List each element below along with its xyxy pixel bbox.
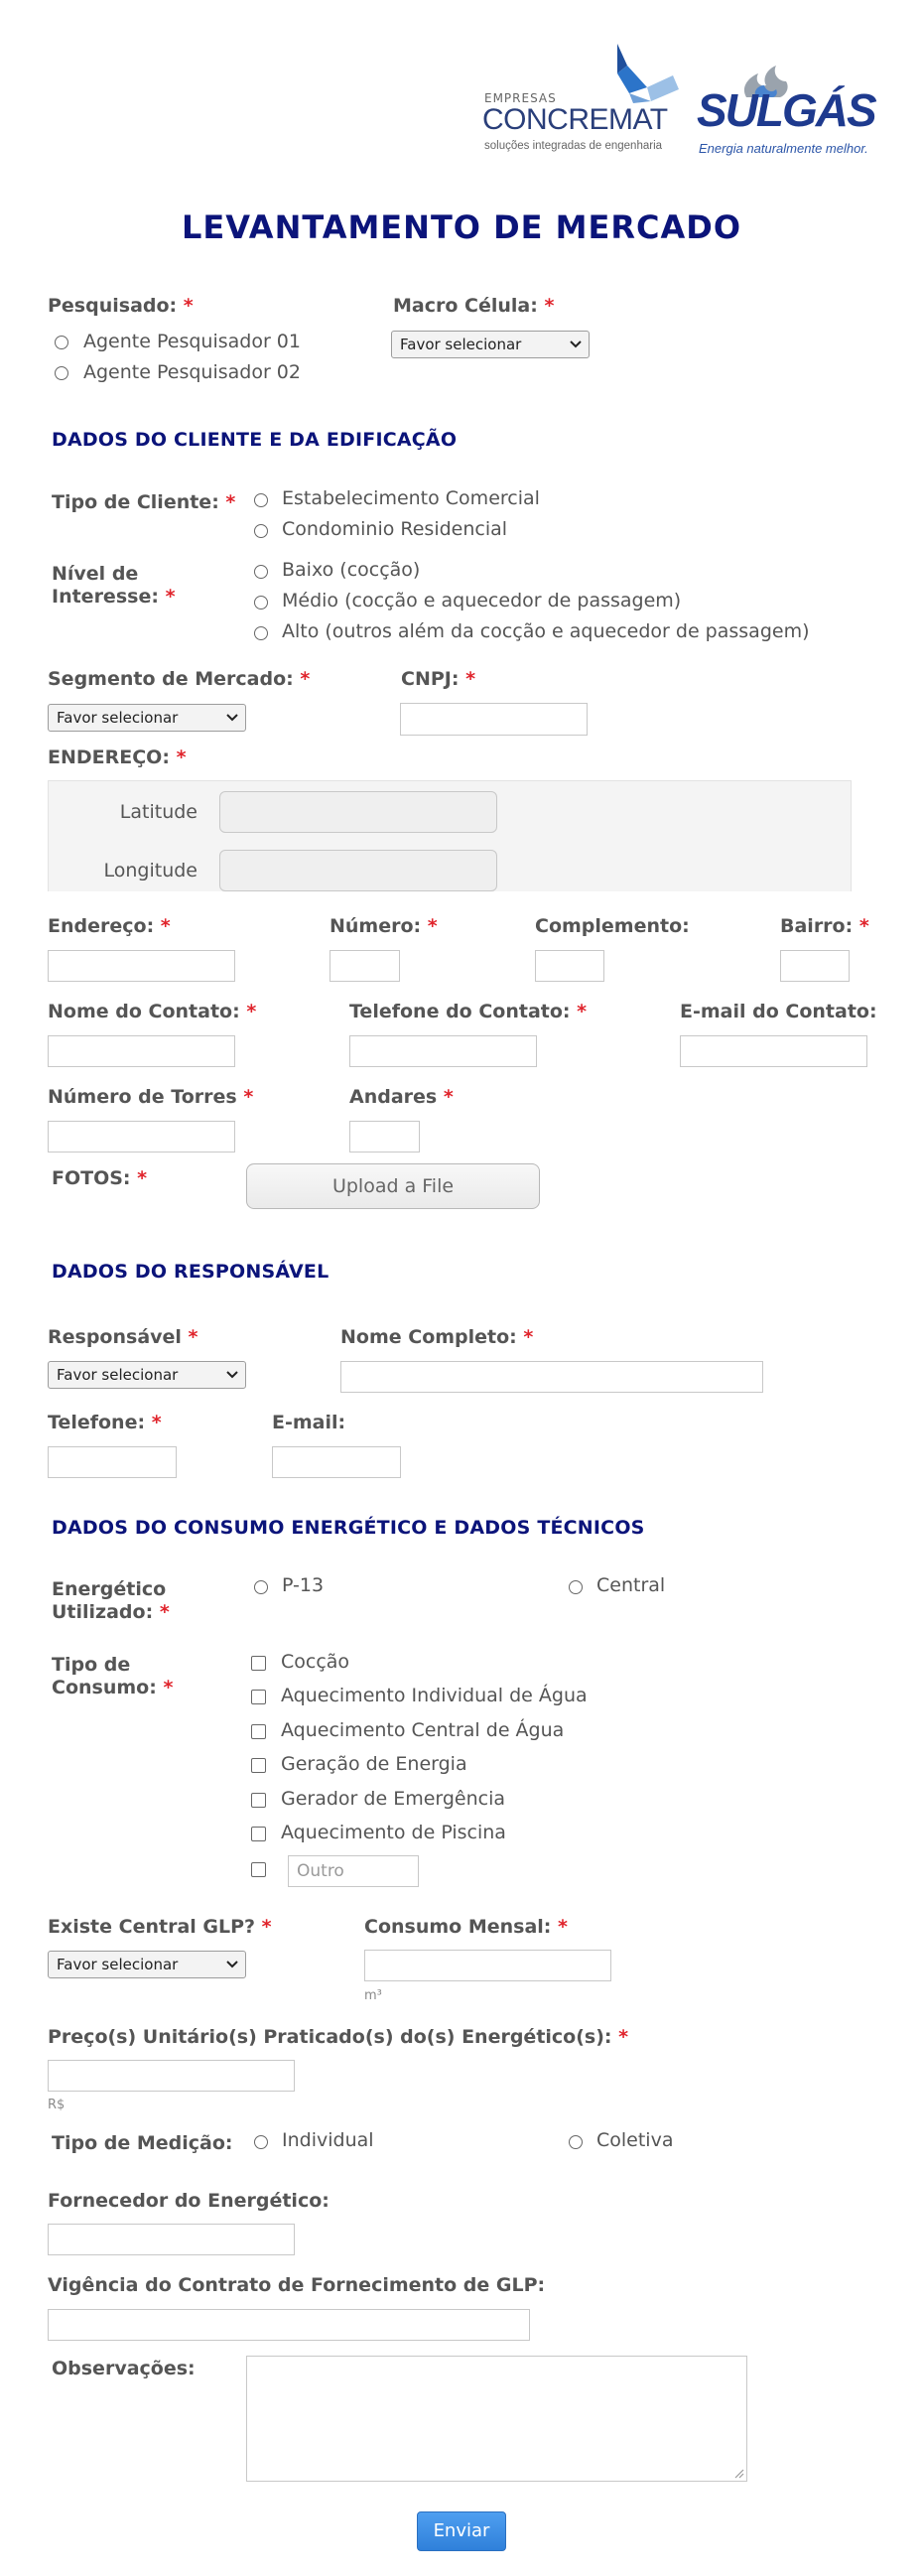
vigencia-label: Vigência do Contrato de Fornecimento de GLP: (48, 2274, 546, 2296)
latitude-label: Latitude (119, 801, 198, 823)
chevron-down-icon (225, 1956, 239, 1973)
tipo-consumo-option-2: Aquecimento Individual de Água (281, 1685, 588, 1706)
nome-contato-label: Nome do Contato: * (48, 1001, 257, 1022)
tipo-medicao-option-individual: Individual (282, 2129, 374, 2151)
tipo-medicao-radio-individual[interactable] (254, 2135, 268, 2149)
fornecedor-label: Fornecedor do Energético: (48, 2190, 330, 2212)
tipo-medicao-option-coletiva: Coletiva (596, 2129, 674, 2151)
tipo-consumo-checkbox-4[interactable] (251, 1758, 266, 1773)
segmento-label: Segmento de Mercado: * (48, 668, 311, 690)
macro-celula-label: Macro Célula: * (393, 295, 555, 317)
tipo-consumo-checkbox-5[interactable] (251, 1793, 266, 1808)
observacoes-textarea[interactable] (246, 2356, 747, 2482)
cnpj-label: CNPJ: * (401, 668, 476, 690)
resize-grip-icon[interactable] (734, 2469, 744, 2479)
geolocation-panel (48, 780, 852, 891)
concremat-name: CONCREMAT (482, 103, 668, 136)
central-glp-label: Existe Central GLP? * (48, 1916, 272, 1938)
tipo-consumo-checkbox-2[interactable] (251, 1690, 266, 1704)
sulgas-logo (695, 58, 873, 167)
energetico-option-central: Central (596, 1574, 666, 1596)
consumo-mensal-label: Consumo Mensal: * (364, 1916, 568, 1938)
chevron-down-icon (225, 709, 239, 727)
nivel-interesse-radio-2[interactable] (254, 596, 268, 610)
tipo-consumo-checkbox-6[interactable] (251, 1827, 266, 1841)
cnpj-input[interactable] (400, 703, 588, 736)
nome-contato-input[interactable] (48, 1035, 235, 1067)
nivel-interesse-option-3: Alto (outros além da cocção e aquecedor de passagem) (282, 620, 810, 642)
tipo-cliente-option-2: Condominio Residencial (282, 518, 508, 540)
nivel-interesse-radio-3[interactable] (254, 626, 268, 640)
fornecedor-input[interactable] (48, 2224, 295, 2255)
tipo-consumo-label: Tipo de Consumo: * (52, 1654, 174, 1698)
sulgas-tagline: Energia naturalmente melhor. (699, 141, 868, 156)
central-glp-select[interactable]: Favor selecionar (48, 1951, 246, 1978)
energetico-option-p13: P-13 (282, 1574, 325, 1596)
concremat-tagline: soluções integradas de engenharia (484, 140, 663, 152)
nivel-interesse-label: Nível de Interesse: * (52, 563, 176, 608)
pesquisado-radio-2[interactable] (55, 366, 68, 380)
andares-input[interactable] (349, 1121, 420, 1152)
tipo-consumo-checkbox-other[interactable] (251, 1862, 266, 1877)
energetico-label: Energético Utilizado: * (52, 1578, 170, 1623)
section-responsavel-heading: DADOS DO RESPONSÁVEL (52, 1261, 330, 1283)
numero-torres-input[interactable] (48, 1121, 235, 1152)
concremat-mark-icon (611, 44, 681, 103)
preco-unit: R$ (48, 2098, 66, 2112)
energetico-radio-central[interactable] (569, 1580, 583, 1594)
submit-button[interactable]: Enviar (417, 2511, 506, 2551)
tipo-consumo-option-4: Geração de Energia (281, 1753, 467, 1775)
tipo-consumo-option-6: Aquecimento de Piscina (281, 1822, 506, 1843)
telefone-contato-label: Telefone do Contato: * (349, 1001, 588, 1022)
vigencia-input[interactable] (48, 2309, 530, 2341)
sulgas-name: SULGÁS (697, 84, 875, 136)
longitude-input[interactable] (219, 850, 497, 891)
chevron-down-icon (225, 1366, 239, 1384)
nivel-interesse-option-1: Baixo (cocção) (282, 559, 421, 581)
tipo-consumo-option-5: Gerador de Emergência (281, 1788, 506, 1810)
telefone-label: Telefone: * (48, 1412, 162, 1433)
pesquisado-option-2: Agente Pesquisador 02 (83, 361, 301, 383)
nome-completo-label: Nome Completo: * (340, 1326, 534, 1348)
form-title: LEVANTAMENTO DE MERCADO (181, 208, 742, 246)
tipo-cliente-radio-2[interactable] (254, 524, 268, 538)
tipo-consumo-checkbox-1[interactable] (251, 1656, 266, 1671)
pesquisado-label: Pesquisado: * (48, 295, 194, 317)
complemento-input[interactable] (535, 950, 604, 982)
numero-torres-label: Número de Torres * (48, 1086, 254, 1108)
tipo-medicao-radio-coletiva[interactable] (569, 2135, 583, 2149)
responsavel-label: Responsável * (48, 1326, 198, 1348)
tipo-consumo-option-3: Aquecimento Central de Água (281, 1719, 565, 1741)
email-label: E-mail: (272, 1412, 346, 1433)
email-contato-label: E-mail do Contato: (680, 1001, 877, 1022)
tipo-cliente-option-1: Estabelecimento Comercial (282, 487, 540, 509)
endereco-header-label: ENDEREÇO: * (48, 746, 187, 768)
concremat-logo (484, 40, 683, 164)
longitude-label: Longitude (103, 860, 198, 881)
consumo-mensal-input[interactable] (364, 1950, 611, 1981)
preco-input[interactable] (48, 2060, 295, 2092)
latitude-input[interactable] (219, 791, 497, 833)
concremat-prefix: EMPRESAS (484, 91, 557, 105)
endereco-input[interactable] (48, 950, 235, 982)
andares-label: Andares * (349, 1086, 454, 1108)
tipo-cliente-label: Tipo de Cliente: * (52, 491, 236, 513)
energetico-radio-p13[interactable] (254, 1580, 268, 1594)
tipo-consumo-other-input[interactable]: Outro (288, 1855, 419, 1887)
telefone-contato-input[interactable] (349, 1035, 537, 1067)
endereco-label: Endereço: * (48, 915, 171, 937)
nivel-interesse-radio-1[interactable] (254, 565, 268, 579)
tipo-medicao-label: Tipo de Medição: (52, 2132, 233, 2154)
nome-completo-input[interactable] (340, 1361, 763, 1393)
bairro-label: Bairro: * (780, 915, 869, 937)
numero-input[interactable] (330, 950, 400, 982)
telefone-input[interactable] (48, 1446, 177, 1478)
chevron-down-icon (569, 336, 583, 353)
tipo-cliente-radio-1[interactable] (254, 493, 268, 507)
pesquisado-option-1: Agente Pesquisador 01 (83, 331, 301, 352)
tipo-consumo-option-1: Cocção (281, 1651, 350, 1673)
section-consumo-heading: DADOS DO CONSUMO ENERGÉTICO E DADOS TÉCNICOS (52, 1517, 645, 1539)
numero-label: Número: * (330, 915, 438, 937)
bairro-input[interactable] (780, 950, 850, 982)
email-contato-input[interactable] (680, 1035, 867, 1067)
segmento-select[interactable]: Favor selecionar (48, 704, 246, 732)
pesquisado-radio-1[interactable] (55, 336, 68, 349)
upload-file-button[interactable]: Upload a File (246, 1163, 540, 1209)
nivel-interesse-option-2: Médio (cocção e aquecedor de passagem) (282, 590, 682, 611)
preco-label: Preço(s) Unitário(s) Praticado(s) do(s) Energético(s): * (48, 2026, 629, 2048)
macro-celula-select[interactable]: Favor selecionar (391, 331, 590, 358)
fotos-label: FOTOS: * (52, 1167, 148, 1189)
consumo-mensal-unit: m³ (364, 1988, 382, 2003)
email-input[interactable] (272, 1446, 401, 1478)
section-cliente-heading: DADOS DO CLIENTE E DA EDIFICAÇÃO (52, 429, 458, 451)
observacoes-label: Observações: (52, 2358, 196, 2379)
tipo-consumo-checkbox-3[interactable] (251, 1724, 266, 1739)
complemento-label: Complemento: (535, 915, 690, 937)
responsavel-select[interactable]: Favor selecionar (48, 1361, 246, 1389)
